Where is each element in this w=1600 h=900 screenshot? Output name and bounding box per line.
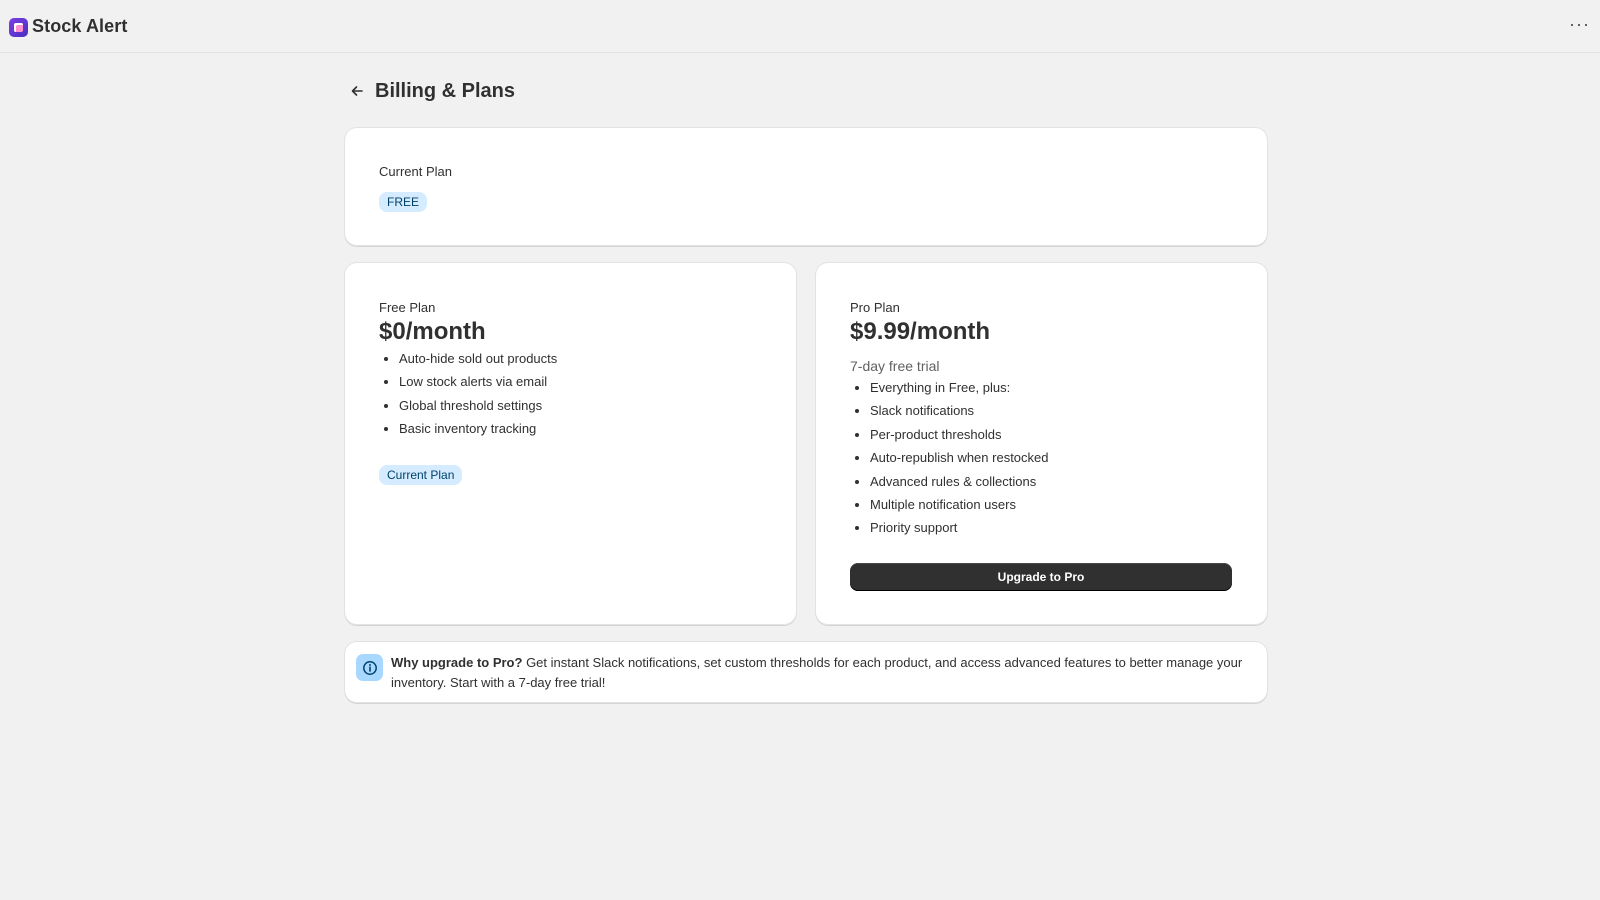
info-banner-heading: Why upgrade to Pro? <box>391 655 523 670</box>
feature-item: • Priority support <box>870 516 1049 539</box>
current-plan-badge: FREE <box>379 192 427 212</box>
stock-alert-logo-icon <box>9 18 28 37</box>
feature-item: • Advanced rules & collections <box>870 470 1049 493</box>
feature-item: • Auto-hide sold out products <box>399 347 557 370</box>
free-plan-features <box>379 347 557 441</box>
back-button[interactable] <box>345 79 369 103</box>
upgrade-info-banner <box>345 642 1267 703</box>
pro-plan-features <box>850 376 1049 540</box>
current-plan-label: Current Plan <box>379 164 452 179</box>
info-banner-body: Get instant Slack notifications, set custom thresholds for each product, and access advanced features to better manage your inventory. Start with a 7-day free trial! <box>391 655 1243 690</box>
free-plan-card <box>345 263 796 625</box>
pro-plan-price: $9.99/month <box>850 318 991 345</box>
feature-item: • Everything in Free, plus: <box>870 376 1049 399</box>
more-actions-button[interactable]: ··· <box>1569 14 1590 34</box>
upgrade-to-pro-button[interactable]: Upgrade to Pro <box>850 563 1232 591</box>
page-title: Billing & Plans <box>375 79 516 102</box>
feature-item: • Low stock alerts via email <box>399 370 557 393</box>
app-topbar <box>0 0 1600 53</box>
feature-item: • Basic inventory tracking <box>399 417 557 440</box>
free-plan-price: $0/month <box>379 318 486 345</box>
feature-item: • Slack notifications <box>870 399 1049 422</box>
feature-item: • Global threshold settings <box>399 394 557 417</box>
pro-plan-card <box>816 263 1267 625</box>
app-title: Stock Alert <box>32 16 128 36</box>
pro-plan-name: Pro Plan <box>850 300 900 315</box>
feature-item: • Multiple notification users <box>870 493 1049 516</box>
info-icon <box>356 654 383 681</box>
pro-plan-trial: 7-day free trial <box>850 358 940 374</box>
current-plan-card <box>345 128 1267 246</box>
free-plan-name: Free Plan <box>379 300 436 315</box>
feature-item: • Per-product thresholds <box>870 423 1049 446</box>
feature-item: • Auto-republish when restocked <box>870 446 1049 469</box>
info-banner-text <box>391 653 1251 693</box>
free-plan-current-badge: Current Plan <box>379 465 462 485</box>
page-header <box>345 78 515 104</box>
arrow-left-icon <box>349 83 365 99</box>
